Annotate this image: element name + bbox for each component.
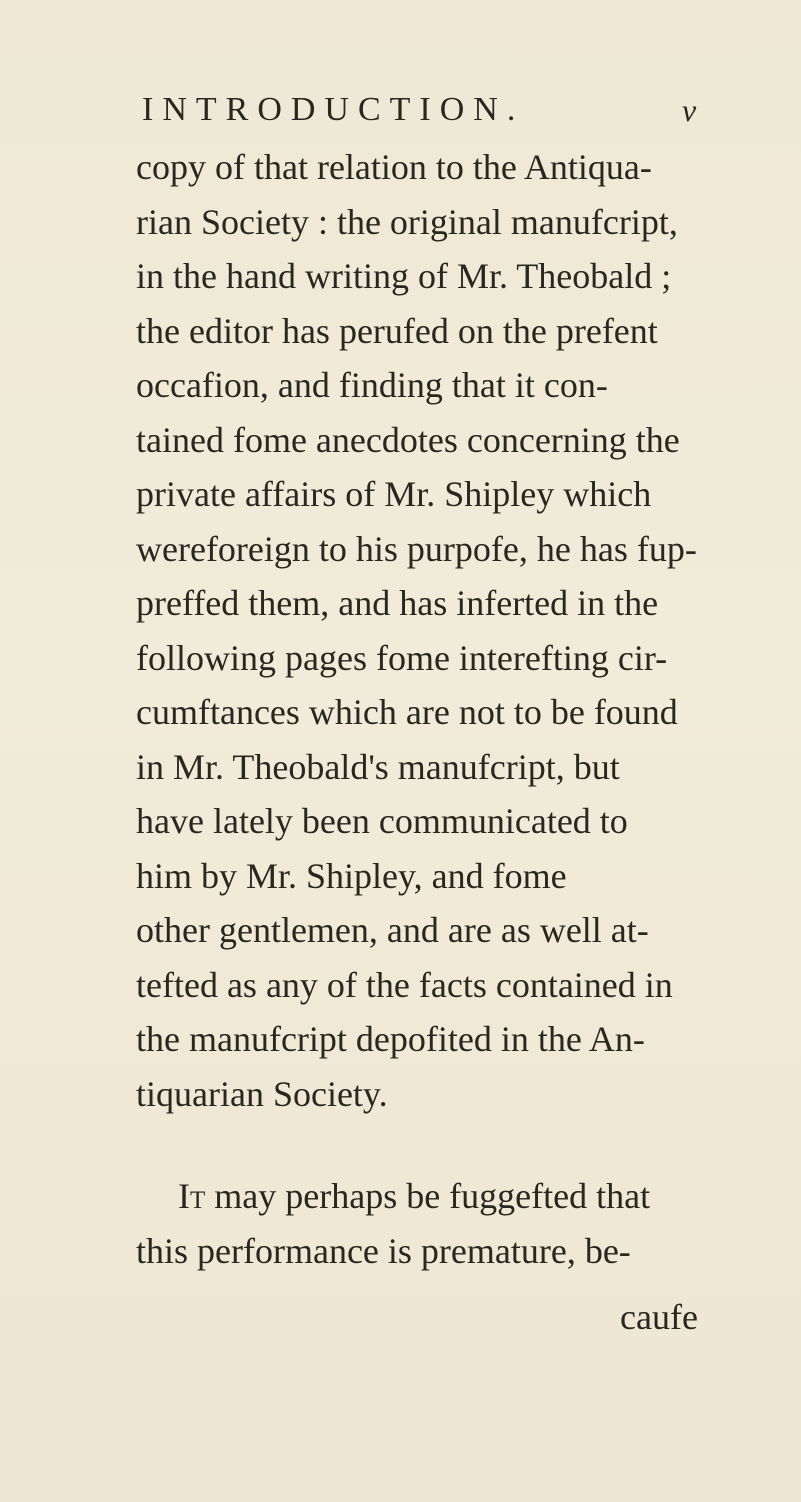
text-line-first (136, 1169, 706, 1224)
text-line: in Mr. Theobald's manufcript, but (136, 746, 620, 787)
text-line: him by Mr. Shipley, and fome (136, 855, 567, 896)
text-line: copy of that relation to the Antiqua- (136, 147, 652, 187)
text-line: tained fome anecdotes concerning the (136, 419, 680, 460)
text-line: in the hand writing of Mr. Theobald ; (136, 256, 672, 296)
running-head (142, 90, 702, 130)
paragraph-gap (136, 1121, 706, 1169)
text-line: wereforeign to his purpofe, he has fup- (136, 528, 697, 569)
text-line: occafion, and finding that it con- (136, 365, 608, 405)
body-text (136, 140, 706, 1278)
text-line: preffed them, and has inferted in the (136, 583, 659, 623)
text-line: rian Society : the original manufcript, (136, 201, 678, 242)
text-line: other gentlemen, and are as well at- (136, 910, 649, 950)
text-line: have lately been communicated to (136, 801, 628, 841)
text-line: tiquarian Society. (136, 1073, 388, 1114)
page-number: v (682, 92, 697, 128)
text-line: the manufcript depofited in the An- (136, 1019, 645, 1059)
opening-word: It (178, 1176, 206, 1216)
text-line: following pages fome interefting cir- (136, 637, 668, 678)
catchword: caufe (620, 1297, 698, 1337)
text-line: private affairs of Mr. Shipley which (136, 474, 652, 514)
text-line: this performance is premature, be- (136, 1230, 631, 1271)
running-title: INTRODUCTION. (142, 91, 525, 128)
paragraph-2 (136, 1169, 706, 1278)
text-line: the editor has perufed on the prefent (136, 310, 658, 351)
text-line: tefted as any of the facts contained in (136, 964, 673, 1005)
paragraph-1 (136, 140, 706, 1121)
text-line: cumftances which are not to be found (136, 692, 678, 732)
first-line-rest: may perhaps be fuggefted that (205, 1176, 651, 1216)
